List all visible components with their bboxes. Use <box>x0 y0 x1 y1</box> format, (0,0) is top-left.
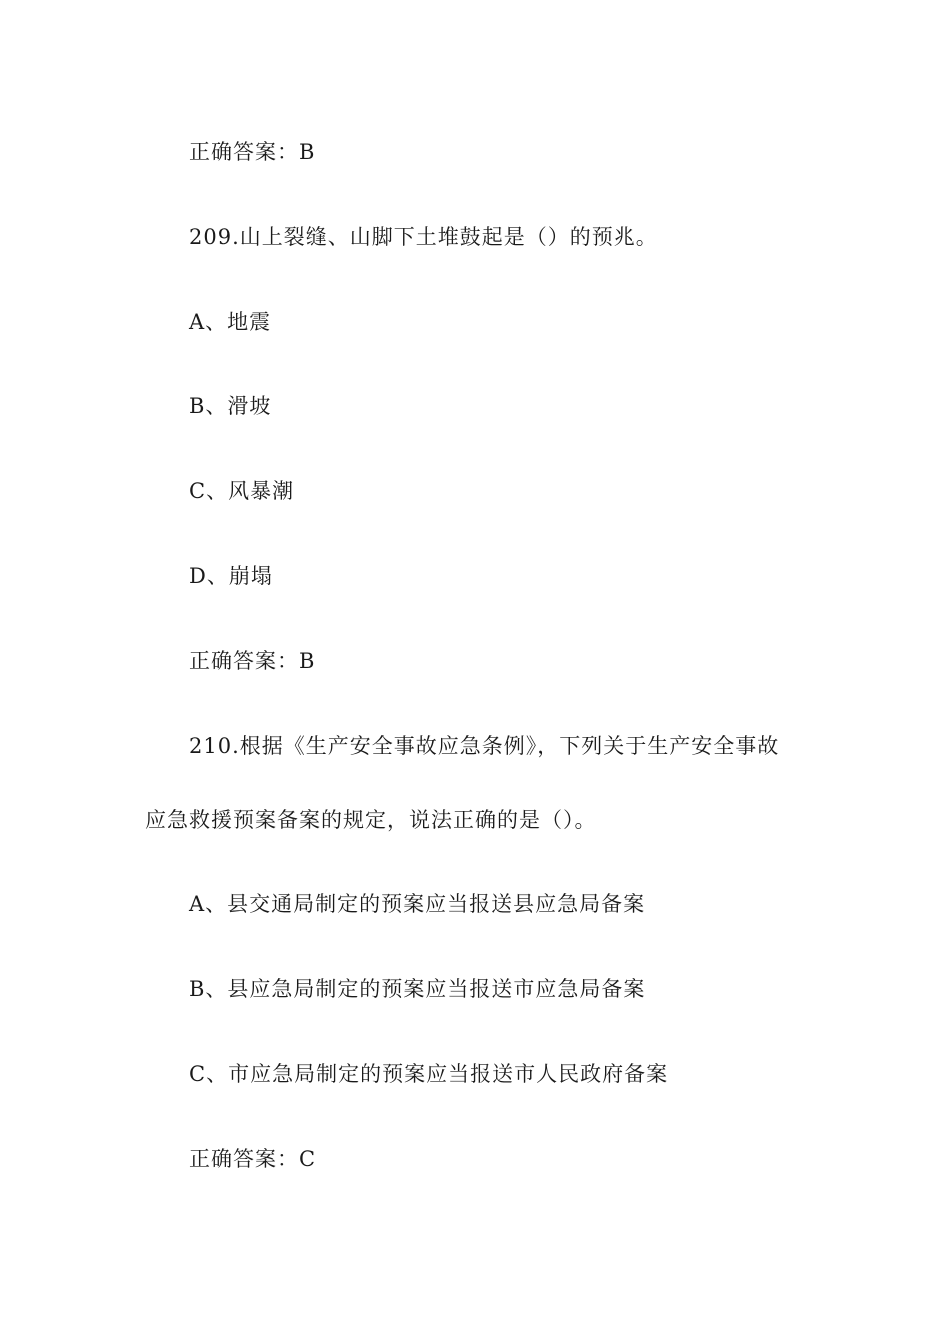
q210-stem-line2: 应急救援预案备案的规定，说法正确的是（）。 <box>145 808 597 832</box>
q209-stem: 209.山上裂缝、山脚下土堆鼓起是（）的预兆。 <box>189 225 658 249</box>
q210-answer: 正确答案：C <box>189 1147 317 1171</box>
q209-option-c: C、风暴潮 <box>189 479 295 503</box>
q209-option-b: B、滑坡 <box>189 394 272 418</box>
q210-option-a: A、县交通局制定的预案应当报送县应急局备案 <box>189 892 646 916</box>
q209-answer: 正确答案：B <box>189 649 316 673</box>
q210-stem-line1: 210.根据《生产安全事故应急条例》，下列关于生产安全事故 <box>189 734 780 758</box>
q209-option-d: D、崩塌 <box>189 564 273 588</box>
q209-option-a: A、地震 <box>189 310 272 334</box>
q210-option-c: C、市应急局制定的预案应当报送市人民政府备案 <box>189 1062 669 1086</box>
q208-answer: 正确答案：B <box>189 140 316 164</box>
q210-option-b: B、县应急局制定的预案应当报送市应急局备案 <box>189 977 646 1001</box>
